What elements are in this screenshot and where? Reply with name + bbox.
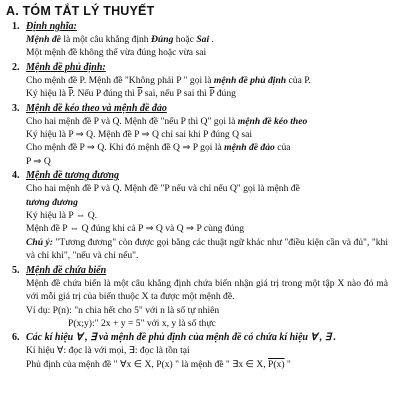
note-label: Chú ý: — [26, 236, 53, 248]
overline-px: P(x) — [268, 358, 285, 370]
text: Cho mệnh đề P. Mệnh đề "Không phải P " gọi là — [26, 74, 214, 86]
section-1-line-2: Một mệnh đề không thể vừa đúng hoặc vừa sai — [26, 47, 207, 59]
section-4-note — [26, 236, 388, 263]
section-4-number: 4. — [12, 170, 20, 182]
overline-p: $\overline{P}$ — [137, 88, 143, 100]
section-2-line-1 — [26, 74, 394, 87]
text: của P. — [286, 74, 311, 86]
section-2-title: Mệnh đề phủ định: — [26, 61, 106, 73]
section-4-line-2: tương đương — [26, 196, 78, 208]
term-phu-dinh: mệnh đề phủ định — [213, 74, 287, 86]
section-5-line-1: Mệnh đề chứa biến là một câu khẳng định chứa biến nhận giá trị trong một tập X nào đó mà với mỗi giá trị của biến thuộc X ta được một mệnh đề. — [26, 277, 388, 303]
note-text: "Tương đương" còn được gọi bằng các thuật ngữ khác như "điều kiện cần và đủ", "khi và chỉ khi", "nếu và chỉ nếu". — [26, 236, 388, 262]
section-1-line-1 — [26, 33, 394, 46]
section-4-heading — [12, 170, 394, 181]
term-keo-theo: mệnh đề kéo theo — [237, 115, 308, 127]
term-sai: Sai — [196, 34, 210, 45]
section-3-heading — [12, 103, 394, 114]
section-6-title: Các kí hiệu ∀ , ∃ và mệnh đề phủ định của mệnh đề có chứa kí hiệu ∀ , ∃ . — [26, 332, 337, 344]
term-dung: Đúng — [150, 34, 174, 45]
text: Cho mệnh đề P ⇒ Q. Khi đó mệnh đề Q ⇒ P gọi là — [26, 142, 225, 154]
section-1-heading — [12, 21, 394, 32]
section-6-number: 6. — [12, 332, 20, 344]
overline-p: $\overline{P}$ — [209, 88, 215, 100]
section-5-line-2: Ví dụ: P(n): "n chia hết cho 5" với n là số tự nhiên — [26, 304, 220, 316]
section-3-line-1 — [26, 115, 394, 128]
text: Phủ định của mệnh đề " ∀x ∈ X, P(x) " là mệnh đề " ∃x ∈ X, — [26, 358, 268, 370]
section-6-heading — [12, 332, 394, 343]
section-2-heading — [12, 62, 394, 73]
section-3-number: 3. — [12, 102, 20, 114]
overline-p: $\overline{P}$ — [68, 88, 73, 100]
text: . — [209, 34, 214, 45]
section-5-heading — [12, 265, 394, 276]
text: . Nếu P đúng thì — [72, 88, 138, 100]
section-4-line-1: Cho hai mệnh đề P và Q. Mệnh đề "P nếu và chỉ nếu Q" gọi là mệnh đề — [26, 183, 300, 195]
section-2-number: 2. — [12, 61, 20, 73]
section-5-title: Mệnh đề chứa biến — [26, 264, 107, 276]
section-4-title: Mệnh đề tương đương — [26, 170, 120, 182]
section-4-line-3: Ký hiệu là P ⇔ Q. — [26, 210, 98, 222]
text: Cho hai mệnh đề P và Q. Mệnh đề "nếu P thì Q" gọi là — [26, 115, 238, 127]
section-3-line-4: P ⇒ Q — [26, 155, 51, 167]
text: của — [274, 142, 291, 154]
section-1-title: Định nghĩa: — [26, 21, 77, 32]
section-3-line-3 — [26, 141, 394, 154]
section-5-line-3: P(x;y):" 2x + y = 5" với x, y là số thực — [68, 317, 216, 329]
section-5-number: 5. — [12, 264, 20, 276]
page-title: A. TÓM TẮT LÝ THUYẾT — [6, 4, 155, 18]
text: hoặc — [173, 34, 197, 45]
term-menh-de: Mệnh đề — [26, 34, 61, 45]
text: Ký hiệu là — [26, 88, 69, 100]
text: đúng — [214, 88, 236, 100]
section-6-line-1: Kí hiệu ∀: đọc là với mọi, ∃: đọc là tồn tại — [26, 345, 190, 357]
text: " — [284, 358, 291, 370]
section-6-line-2 — [26, 358, 394, 371]
text: là một câu khẳng định — [60, 34, 151, 45]
text: sai, nếu P sai thì — [142, 88, 210, 100]
section-3-title: Mệnh đề kéo theo và mệnh đề đảo — [26, 102, 167, 114]
section-3-line-2: Ký hiệu là P ⇒ Q. Mệnh đề P ⇒ Q chỉ sai khi P đúng Q sai — [26, 129, 253, 141]
section-4-line-4: Mệnh đề P ⇔ Q đúng khi cả P ⇒ Q và Q ⇒ P cùng đúng — [26, 223, 245, 235]
section-1-number: 1. — [12, 21, 20, 32]
term-menh-de-dao: mệnh đề đảo — [224, 142, 275, 154]
section-2-line-2 — [26, 87, 394, 100]
